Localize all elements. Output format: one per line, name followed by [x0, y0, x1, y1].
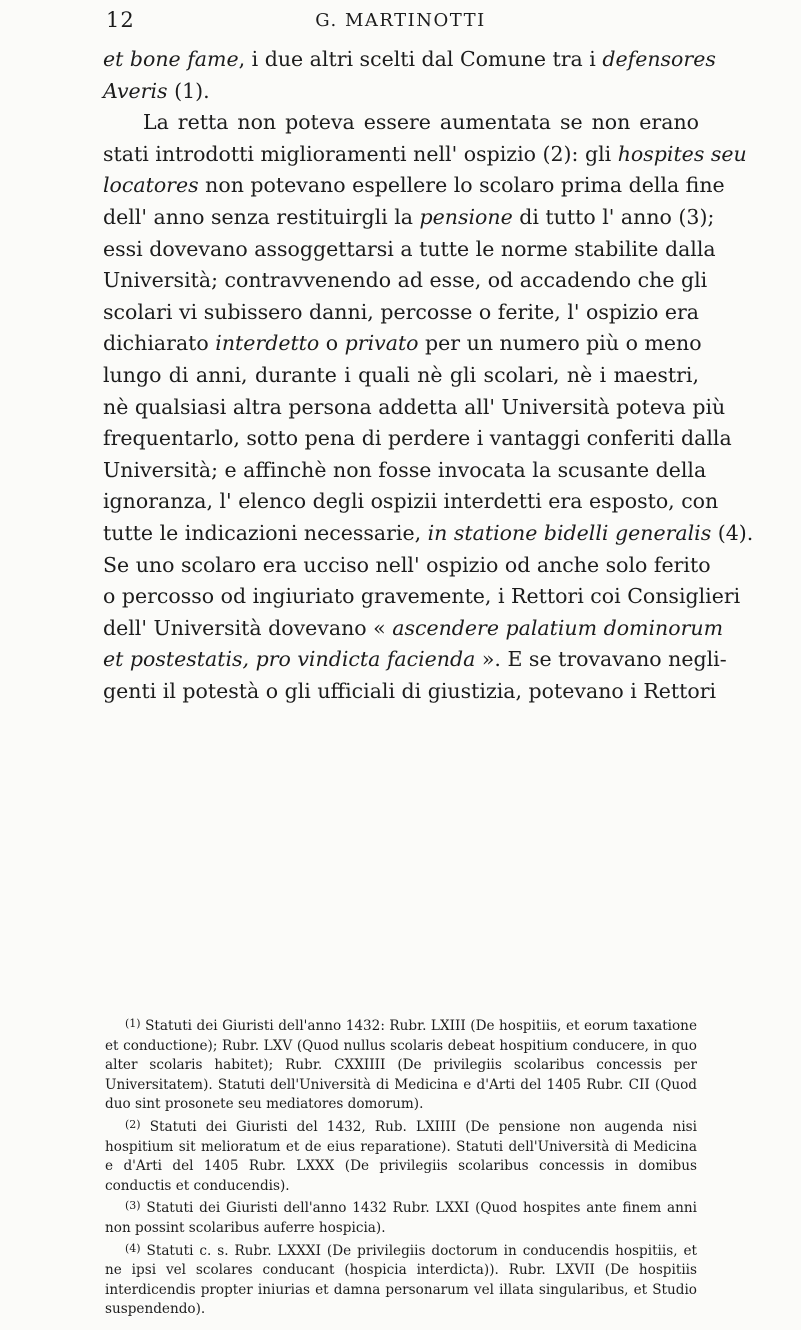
- italic-phrase: Averis: [103, 78, 168, 103]
- footnote-text: Statuti dei Giuristi del 1432, Rub. LXIIII (De pensione non augenda nisi hospitium sit melioratum et de eius reparatione). Statuti dell'Università di Medicina e d'Arti del 1405 Rubr. LXXX (De privilegiis scolaribus concessis in domibus conductis et conducendis).: [105, 1118, 697, 1194]
- text-line: [103, 613, 724, 645]
- text-line: [103, 170, 725, 202]
- footnote-marker: (1): [125, 1017, 141, 1030]
- italic-phrase: defensores: [602, 47, 716, 71]
- italic-phrase: et bone fame: [103, 47, 239, 71]
- footnote-text: Statuti dei Giuristi dell'anno 1432: Rubr. LXIII (De hospitiis, et eorum taxatione et conductione); Rubr. LXV (Quod nullus scolaris debeat hospitium conducere, in quo alter scolaris habitet); Rubr. CXXIIII (De privilegiis scolaribus concessis per Universitatem). Statuti dell'Università di Medicina e d'Arti del 1405 Rubr. CII (Quod duo sint prosonete seu mediatores domorum).: [105, 1018, 697, 1113]
- italic-phrase: et postestatis, pro vindicta facienda: [103, 647, 476, 672]
- text-line: [103, 360, 699, 392]
- text-run: , i due altri scelti dal Comune tra i: [238, 47, 603, 71]
- running-title: G. MARTINOTTI: [315, 10, 486, 31]
- text-line: [103, 486, 719, 518]
- text-run: Università; e affinchè non fosse invocata la scusante della: [103, 457, 707, 482]
- text-line: [103, 423, 732, 455]
- text-run: Università; contravvenendo ad esse, od accadendo che gli: [103, 268, 708, 293]
- text-line: [103, 265, 708, 297]
- footnote: [105, 1239, 697, 1320]
- text-run: ignoranza, l' elenco degli ospizii interdetti era esposto, con: [103, 489, 719, 514]
- text-line: [103, 550, 711, 582]
- footnotes: [105, 1014, 697, 1320]
- text-line: [103, 676, 717, 708]
- text-line: [103, 139, 747, 171]
- italic-phrase: pensione: [419, 204, 513, 229]
- text-run: Se uno scolaro era ucciso nell' ospizio od anche solo ferito: [103, 552, 711, 577]
- footnote: [105, 1196, 697, 1238]
- text-run: non potevano espellere lo scolaro prima della fine: [198, 173, 725, 198]
- text-run: stati introdotti miglioramenti nell' ospizio (2): gli: [103, 141, 618, 166]
- text-run: tutte le indicazioni necessarie,: [103, 520, 428, 545]
- text-run: La retta non poteva essere aumentata se non erano: [143, 110, 699, 135]
- italic-phrase: interdetto: [215, 331, 320, 356]
- text-line: [103, 107, 699, 139]
- page-number: 12: [106, 8, 135, 32]
- text-run: (4).: [711, 520, 754, 545]
- footnote-marker: (2): [125, 1117, 141, 1131]
- text-run: o percosso od ingiuriato gravemente, i Rettori coi Consiglieri: [103, 584, 741, 609]
- page-header: [0, 8, 801, 40]
- text-line: [103, 234, 716, 266]
- footnote-text: Statuti dei Giuristi dell'anno 1432 Rubr. LXXI (Quod hospites ante finem anni non possint scolaribus auferre hospicia).: [105, 1200, 697, 1236]
- text-run: scolari vi subissero danni, percosse o ferite, l' ospizio era: [103, 299, 699, 324]
- text-line: [103, 644, 727, 676]
- text-line: [103, 518, 754, 550]
- italic-phrase: locatores: [103, 173, 199, 198]
- text-run: nè qualsiasi altra persona addetta all' Università poteva più: [103, 394, 726, 419]
- text-run: di tutto l' anno (3);: [512, 204, 715, 229]
- text-run: (1).: [167, 78, 210, 103]
- footnote: [105, 1115, 697, 1196]
- footnote-marker: (4): [125, 1241, 141, 1255]
- text-line: [103, 297, 699, 329]
- text-line: [103, 328, 702, 360]
- text-run: dell' Università dovevano «: [103, 615, 393, 640]
- text-run: ». E se trovavano negli-: [475, 647, 727, 672]
- main-text: [103, 44, 754, 707]
- text-run: essi dovevano assoggettarsi a tutte le norme stabilite dalla: [103, 236, 716, 261]
- italic-phrase: ascendere palatium dominorum: [392, 615, 724, 640]
- text-line: [103, 76, 699, 108]
- text-run: frequentarlo, sotto pena di perdere i vantaggi conferiti dalla: [103, 426, 732, 451]
- text-line: [103, 44, 716, 76]
- text-run: dell' anno senza restituirgli la: [103, 204, 420, 229]
- text-run: lungo di anni, durante i quali nè gli scolari, nè i maestri,: [103, 362, 699, 387]
- text-run: genti il potestà o gli ufficiali di giustizia, potevano i Rettori: [103, 678, 717, 703]
- text-run: dichiarato: [103, 331, 216, 356]
- footnote: [105, 1014, 697, 1115]
- text-run: per un numero più o meno: [418, 331, 702, 356]
- footnote-text: Statuti c. s. Rubr. LXXXI (De privilegiis doctorum in conducendis hospitiis, et ne ipsi vel scolares conducant (hospicia interdicta)). Rubr. LXVII (De hospitiis interdicendis propter iniurias et damna personarum vel illata singularibus, et Studio suspendendo).: [105, 1242, 697, 1318]
- italic-phrase: privato: [344, 331, 419, 356]
- footnote-marker: (3): [125, 1199, 141, 1213]
- italic-phrase: in statione bidelli generalis: [427, 520, 712, 545]
- text-line: [103, 455, 707, 487]
- text-line: [103, 581, 741, 613]
- text-run: o: [319, 331, 345, 356]
- text-line: [103, 392, 726, 424]
- text-line: [103, 202, 715, 234]
- italic-phrase: hospites seu: [617, 141, 747, 166]
